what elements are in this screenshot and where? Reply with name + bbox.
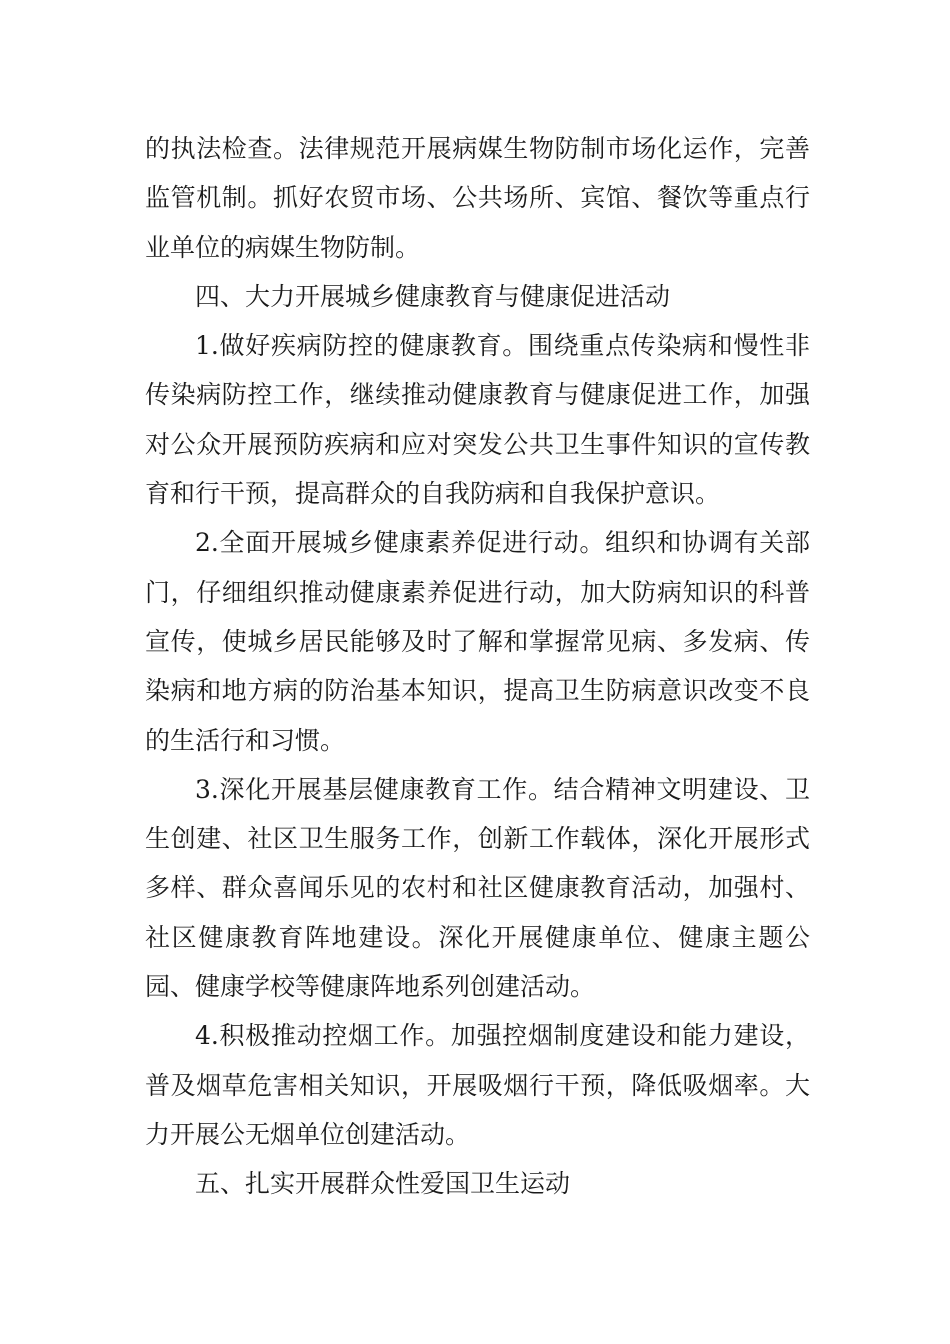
paragraph-item-2: 2.全面开展城乡健康素养促进行动。组织和协调有关部门，仔细组织推动健康素养促进行动，加大防病知识的科普宣传，使城乡居民能够及时了解和掌握常见病、多发病、传染病和地方病的防治基本知识，提高卫生防病意识改变不良的生活行和习惯。	[145, 528, 810, 755]
paragraph-item-4: 4.积极推动控烟工作。加强控烟制度建设和能力建设，普及烟草危害相关知识，开展吸烟行干预，降低吸烟率。大力开展公无烟单位创建活动。	[145, 1021, 810, 1149]
section-heading-patriotic-health: 五、扎实开展群众性爱国卫生运动	[195, 1169, 571, 1199]
paragraph-item-3: 3.深化开展基层健康教育工作。结合精神文明建设、卫生创建、社区卫生服务工作，创新工作载体，深化开展形式多样、群众喜闻乐见的农村和社区健康教育活动，加强村、社区健康教育阵地建设。深化开展健康单位、健康主题公园、健康学校等健康阵地系列创建活动。	[145, 774, 810, 1002]
paragraph-enforcement-continued: 的执法检查。法律规范开展病媒生物防制市场化运作，完善监管机制。抓好农贸市场、公共场所、宾馆、餐饮等重点行业单位的病媒生物防制。	[145, 134, 810, 262]
paragraph-item-1: 1.做好疾病防控的健康教育。围绕重点传染病和慢性非传染病防控工作，继续推动健康教育与健康促进工作，加强对公众开展预防疾病和应对突发公共卫生事件知识的宣传教育和行干预，提高群众的自我防病和自我保护意识。	[145, 331, 810, 509]
document-body	[145, 124, 810, 1209]
section-heading-health-education: 四、大力开展城乡健康教育与健康促进活动	[195, 281, 671, 311]
